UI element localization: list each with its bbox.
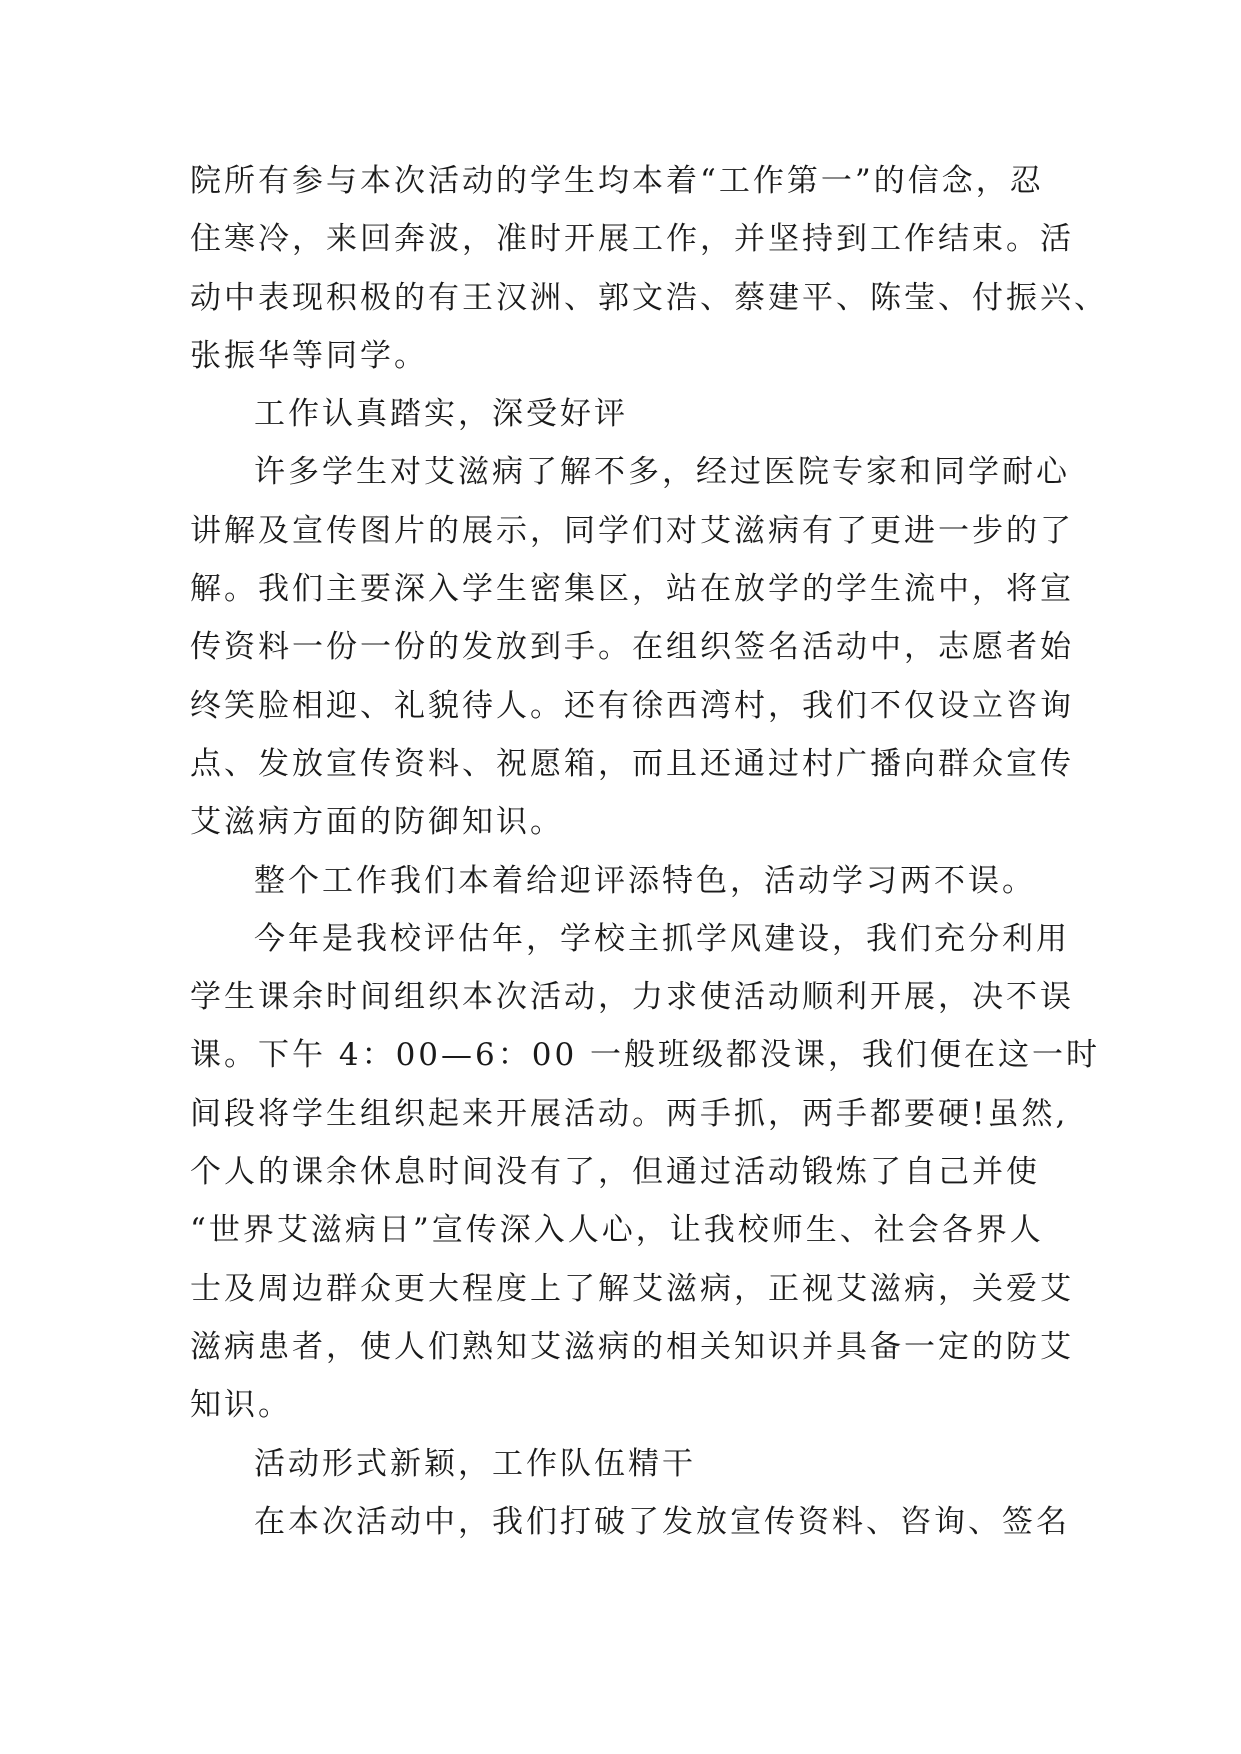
text-line: 动中表现积极的有王汉洲、郭文浩、蔡建平、陈莹、付振兴、 bbox=[190, 279, 1108, 316]
text-line: 间段将学生组织起来开展活动。两手抓，两手都要硬!虽然, bbox=[190, 1095, 1069, 1132]
text-line: 解。我们主要深入学生密集区，站在放学的学生流中，将宣 bbox=[190, 571, 1074, 608]
document-body bbox=[190, 152, 1108, 1551]
text-line: 知识。 bbox=[190, 1387, 292, 1424]
section-heading: 工作认真踏实，深受好评 bbox=[254, 396, 628, 433]
text-line: 艾滋病方面的防御知识。 bbox=[190, 804, 564, 841]
text-line: 今年是我校评估年，学校主抓学风建设，我们充分利用 bbox=[254, 920, 1070, 957]
section-heading: 活动形式新颖，工作队伍精干 bbox=[254, 1445, 696, 1482]
text-line: 点、发放宣传资料、祝愿箱，而且还通过村广播向群众宣传 bbox=[190, 745, 1074, 782]
text-line: “世界艾滋病日”宣传深入人心，让我校师生、社会各界人 bbox=[190, 1212, 1044, 1249]
text-line: 个人的课余休息时间没有了，但通过活动锻炼了自己并使 bbox=[190, 1154, 1040, 1191]
text-line: 滋病患者，使人们熟知艾滋病的相关知识并具备一定的防艾 bbox=[190, 1328, 1074, 1365]
text-line: 终笑脸相迎、礼貌待人。还有徐西湾村，我们不仅设立咨询 bbox=[190, 687, 1074, 724]
text-line: 传资料一份一份的发放到手。在组织签名活动中，志愿者始 bbox=[190, 629, 1074, 666]
text-line: 住寒冷，来回奔波，准时开展工作，并坚持到工作结束。活 bbox=[190, 221, 1074, 258]
text-line: 学生课余时间组织本次活动，力求使活动顺利开展，决不误 bbox=[190, 979, 1074, 1016]
text-line: 许多学生对艾滋病了解不多，经过医院专家和同学耐心 bbox=[254, 454, 1070, 491]
text-line: 讲解及宣传图片的展示，同学们对艾滋病有了更进一步的了 bbox=[190, 512, 1074, 549]
text-line: 院所有参与本次活动的学生均本着“工作第一”的信念，忍 bbox=[190, 163, 1044, 199]
text-line: 张振华等同学。 bbox=[190, 337, 428, 374]
text-line: 课。下午 4：00—6：00 一般班级都没课，我们便在这一时 bbox=[190, 1037, 1101, 1074]
text-line: 在本次活动中，我们打破了发放宣传资料、咨询、签名 bbox=[254, 1503, 1070, 1540]
text-line: 士及周边群众更大程度上了解艾滋病，正视艾滋病，关爱艾 bbox=[190, 1270, 1074, 1307]
text-line: 整个工作我们本着给迎评添特色，活动学习两不误。 bbox=[254, 862, 1036, 899]
